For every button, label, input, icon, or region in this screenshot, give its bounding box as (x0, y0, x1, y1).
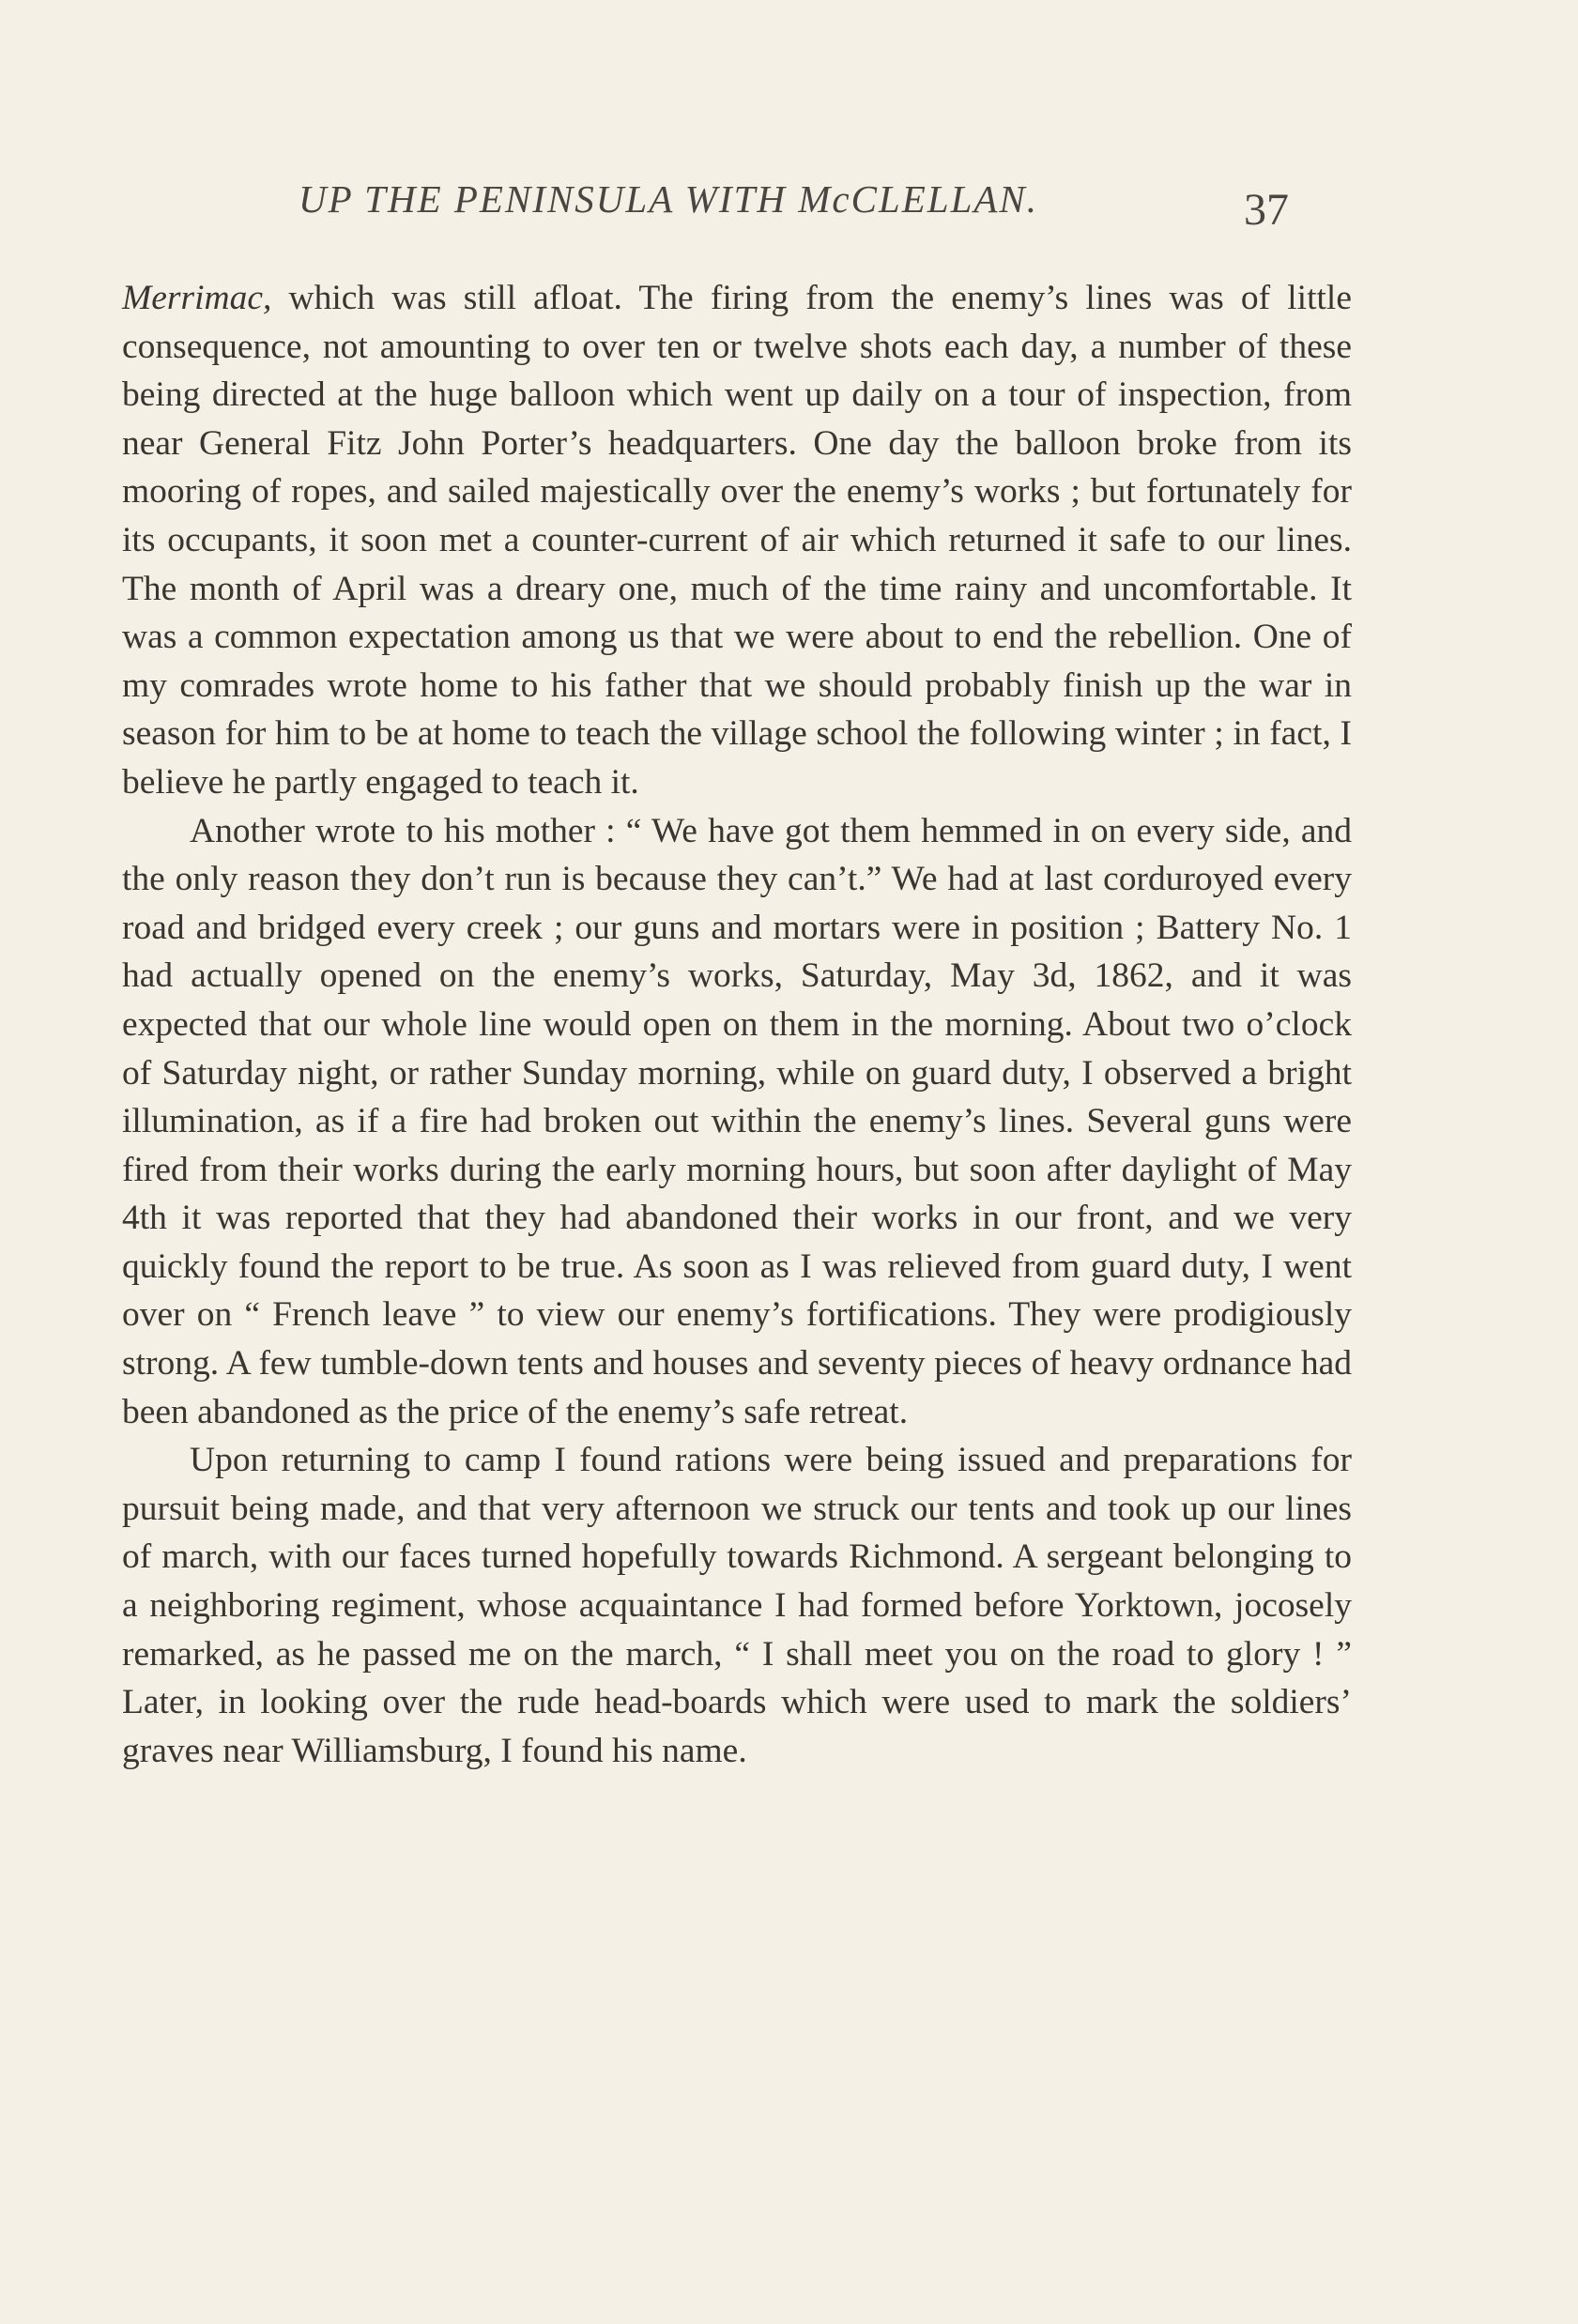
ship-name-italic: Merrimac, (122, 279, 272, 317)
paragraph-1 (122, 274, 1352, 807)
paragraph-2: Another wrote to his mother : “ We have got them hemmed in on every side, and the only reason they don’t run is because they can’t.” We had at last corduroyed every road and bridged every creek ; our guns and mortars were in position ; Battery No. 1 had actually opened on the enemy’s works, Saturday, May 3d, 1862, and it was expected that our whole line would open on them in the morning. About two o’clock of Saturday night, or rather Sunday morning, while on guard duty, I observed a bright illumination, as if a fire had broken out within the enemy’s lines. Several guns were fired from their works during the early morning hours, but soon after daylight of May 4th it was reported that they had abandoned their works in our front, and we very quickly found the report to be true. As soon as I was relieved from guard duty, I went over on “ French leave ” to view our enemy’s fortifications. They were prodigiously strong. A few tumble-down tents and houses and seventy pieces of heavy ordnance had been abandoned as the price of the enemy’s safe retreat. (122, 811, 1352, 1431)
page-header (0, 176, 1578, 252)
running-title: UP THE PENINSULA WITH McCLELLAN. (299, 177, 1039, 221)
page-number: 37 (1244, 185, 1289, 235)
body-text (122, 274, 1352, 1775)
paragraph-3: Upon returning to camp I found rations were being issued and preparations for pursuit being made, and that very afternoon we struck our tents and took up our lines of march, with our faces turned hopefully towards Richmond. A sergeant belonging to a neighboring regiment, whose acquaintance I had formed before Yorktown, jocosely remarked, as he passed me on the march, “ I shall meet you on the road to glory ! ” Later, in looking over the rude head-boards which were used to mark the soldiers’ graves near Williamsburg, I found his name. (122, 1441, 1352, 1770)
paragraph-1-text: which was still afloat. The firing from the enemy’s lines was of little consequence, not amounting to over ten or twelve shots each day, a number of these being directed at the huge balloon which went up daily on a tour of inspection, from near General Fitz John Porter’s headquarters. One day the balloon broke from its mooring of ropes, and sailed majestically over the enemy’s works ; but fortunately for its occupants, it soon met a counter-current of air which returned it safe to our lines. The month of April was a dreary one, much of the time rainy and uncomfortable. It was a common expectation among us that we were about to end the rebellion. One of my comrades wrote home to his father that we should probably finish up the war in season for him to be at home to teach the village school the following winter ; in fact, I believe he partly engaged to teach it. (122, 279, 1352, 802)
